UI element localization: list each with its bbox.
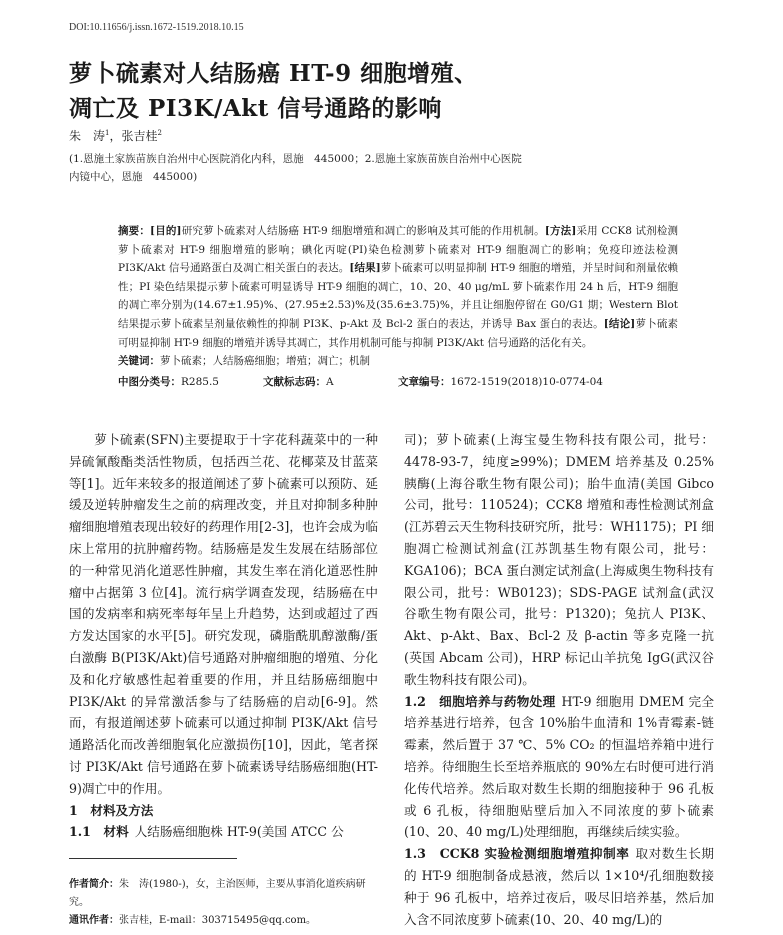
subsection-1-2 [404, 691, 714, 844]
keywords [118, 353, 370, 368]
subsection-1-3-label: 1.3 CCK8 实验检测细胞增殖抑制率 [404, 846, 630, 862]
objective-label: [目的] [150, 225, 182, 237]
author-2: 张吉桂 [121, 129, 158, 143]
subsection-1-1-text: 人结肠癌细胞株 HT-9(美国 ATCC 公 [134, 824, 344, 840]
corresponding-author-text: 张吉桂，E-mail：303715495@qq.com。 [119, 915, 317, 926]
subsection-1-3-text: 取对数生长期的 HT-9 细胞制备成悬液，然后以 1×10⁴/孔细胞数接种于 96 孔板中，培养过夜后，吸尽旧培养基，然后加入含不同浓度萝卜硫素(10、20、40 mg/L)的 [404, 846, 714, 927]
subsection-1-2-text: HT-9 细胞用 DMEM 完全培养基进行培养，包含 10%胎牛血清和 1%青霉素-链霉素，然后置于 37 ℃、5% CO₂ 的恒温培养箱中进行培养。待细胞生长至培养瓶底的 90%左右时便可进行消化传代培养。然后取对数生长期的细胞接种于 96 孔板或 6 孔板，待细胞贴壁后加入不同浓度的萝卜硫素(10、20、40 mg/L)处理细胞，再继续后续实验。 [404, 693, 714, 840]
article-number-value: 1672-1519(2018)10-0774-04 [450, 376, 603, 388]
paper-title [69, 56, 729, 126]
affiliation-line-2: 内镜中心，恩施 445000) [69, 171, 198, 183]
abstract-label: 摘要： [118, 225, 151, 237]
materials-continued: 司)；萝卜硫素(上海宝曼生物科技有限公司，批号：4478-93-7，纯度≥99%)；DMEM 培养基及 0.25%胰酶(上海谷歌生物有限公司)；胎牛血清(美国 Gibco 公司，批号：110524)；CCK8 增殖和毒性检测试剂盒(江苏碧云天生物科技研究所，批号：WH1175)；PI 细胞凋亡检测试剂盒(江苏凯基生物有限公司，批号：KGA106)；BCA 蛋白测定试剂盒(上海威奥生物科技有限公司，批号：WB0123)；SDS-PAGE 试剂盒(武汉谷歌生物有限公司，批号：P1320)；兔抗人 PI3K、Akt、p-Akt、Bax、Bcl-2 及 β-actin 等多克隆一抗(英国 Abcam 公司)，HRP 标记山羊抗兔 IgG(武汉谷歌生物科技有限公司)。 [404, 432, 714, 687]
classification-line [118, 374, 638, 389]
subsection-1-1 [69, 821, 378, 843]
author-2-sup: 2 [157, 129, 162, 137]
conclusion-text: 萝卜硫素可明显抑制 HT-9 细胞的增殖并诱导其凋亡，其作用机制可能与抑制 PI3K/Akt 信号通路的活化有关。 [118, 317, 679, 349]
author-list [69, 127, 162, 144]
author-1: 朱 涛 [69, 129, 106, 143]
author-bio [69, 876, 379, 912]
title-line-2: 凋亡及 PI3K/Akt 信号通路的影响 [69, 95, 442, 122]
title-line-1: 萝卜硫素对人结肠癌 HT-9 细胞增殖、 [69, 60, 478, 87]
method-label: [方法] [544, 225, 577, 237]
footnote-separator [69, 858, 237, 859]
subsection-1-1-label: 1.1 材料 [69, 824, 129, 840]
objective-text: 研究萝卜硫素对人结肠癌 HT-9 细胞增殖和凋亡的影响及其可能的作用机制。 [181, 225, 545, 237]
author-bio-text: 朱 涛(1980-)，女，主治医师，主要从事消化道疾病研究。 [69, 879, 366, 908]
subsection-1-3 [404, 843, 714, 930]
author-1-sup: 1 [105, 129, 110, 137]
corresponding-author-label: 通讯作者： [69, 915, 119, 926]
right-column [404, 429, 714, 930]
article-number-label: 文章编号： [398, 376, 451, 388]
clc-label: 中图分类号： [118, 376, 181, 388]
author-separator: ， [109, 129, 122, 143]
footnote [69, 876, 379, 930]
keywords-text: 萝卜硫素；人结肠癌细胞；增殖；凋亡；机制 [160, 355, 370, 367]
keywords-label: 关键词： [118, 355, 160, 367]
abstract [118, 222, 678, 352]
left-column [69, 429, 378, 843]
doc-code-label: 文献标志码： [263, 376, 326, 388]
conclusion-label: [结论] [603, 317, 636, 330]
intro-paragraph: 萝卜硫素(SFN)主要提取于十字花科蔬菜中的一种异硫氰酸酯类活性物质，包括西兰花、花椰菜及甘蓝菜等[1]。近年来较多的报道阐述了萝卜硫素可以预防、延缓及逆转肿瘤发生之前的病理改变，并且对抑制多种肿瘤细胞增殖表现出较好的药理作用[2-3]，也许会成为临床上常用的抗肿瘤药物。结肠癌是发生发展在结肠部位的一种常见消化道恶性肿瘤，其发生率在消化道恶性肿瘤中占据第 3 位[4]。流行病学调查发现，结肠癌在中国的发病率和病死率每年呈上升趋势，达到或超过了西方发达国家的水平[5]。研究发现，磷脂酰肌醇激酶/蛋白激酶 B(PI3K/Akt)信号通路对肿瘤细胞的增殖、分化及和化疗敏感性起着重要的作用，并且结肠癌细胞中 PI3K/Akt 的异常激活参与了结肠癌的启动[6-9]。然而，有报道阐述萝卜硫素可以通过抑制 PI3K/Akt 信号通路活化而改善细胞氧化应激损伤[10]，因此，笔者探讨 PI3K/Akt 信号通路在萝卜硫素诱导结肠癌细胞(HT-9)凋亡中的作用。 [69, 432, 378, 796]
result-label: [结果] [349, 262, 381, 275]
corresponding-author [69, 912, 379, 930]
affiliations [69, 150, 629, 186]
method-text: 采用 CCK8 试剂检测萝卜硫素对 HT-9 细胞增殖的影响；碘化丙啶(PI)染色检测萝卜硫素对 HT-9 细胞凋亡的影响；免疫印迹法检测 PI3K/Akt 信号通路蛋白及凋亡相关蛋白的表达。 [118, 225, 679, 275]
doc-code-value: A [326, 376, 334, 388]
subsection-1-2-label: 1.2 细胞培养与药物处理 [404, 693, 556, 709]
result-text: 萝卜硫素可以明显抑制 HT-9 细胞的增殖，并呈时间和剂量依赖性；PI 染色结果提示萝卜硫素可明显诱导 HT-9 细胞的凋亡，10、20、40 μg/mL 萝卜硫素作用 24 h 后，HT-9 细胞的凋亡率分别为(14.67±1.95)%、(27.95±2.53)%及(35.6±3.75)%，并且让细胞停留在 G0/G1 期；Western Blot 结果提示萝卜硫素呈剂量依赖性的抑制 PI3K、p-Akt 及 Bcl-2 蛋白的表达，并诱导 Bax 蛋白的表达。 [118, 262, 679, 330]
doi-line: DOI:10.11656/j.issn.1672-1519.2018.10.15 [69, 22, 244, 33]
affiliation-line-1: (1.恩施土家族苗族自治州中心医院消化内科，恩施 445000；2.恩施土家族苗族自治州中心医院 [69, 153, 522, 165]
author-bio-label: 作者简介： [69, 879, 119, 890]
section-1-heading: 1 材料及方法 [69, 802, 154, 818]
clc-value: R285.5 [181, 376, 219, 388]
